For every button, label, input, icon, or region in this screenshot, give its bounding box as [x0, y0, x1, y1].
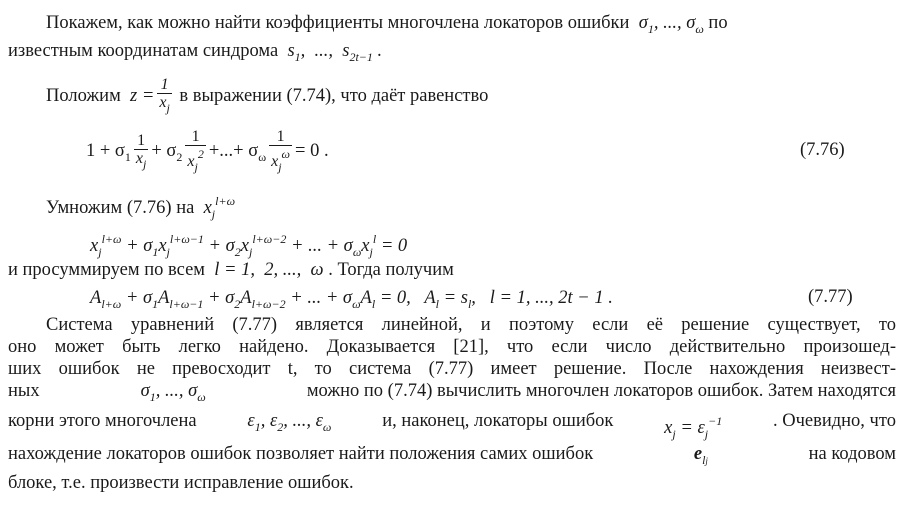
paragraph-line-7: блоке, т.е. произвести исправление ошибок.	[8, 473, 354, 493]
equation-number-7-77: (7.77)	[808, 287, 853, 307]
paragraph-line-4: ных $\sigma_1$, ..., $\sigma_\omega$ можно по (7.74) вычислить многочлен локаторов ошибок. Затем находятся	[8, 381, 896, 404]
equation-7-77: $A_{l+\omega} + \sigma_1A_{l+\omega-1} + \sigma_2A_{l+\omega-2}$ + ... + $\sigma_\omega A_l = 0$, $A_l = s_l$, l = 1, ..., 2t − 1 .	[90, 288, 613, 311]
intro-line-2: известным координатам синдрома $s_1$, ..., $s_{2t-1}$ .	[8, 41, 383, 64]
paragraph-line-2: оно может быть легко найдено. Доказывается [21], что если число действительно произошед-	[8, 337, 896, 357]
equation-number-7-76: (7.76)	[800, 140, 845, 160]
formula-syndrome-range: $s_1$, ..., $s_{2t-1}$ .	[282, 41, 383, 64]
paragraph-line-5: корни этого многочлена $\varepsilon_1$, $\varepsilon_2$, ..., $\varepsilon_\omega$ и, наконец, локаторы ошибок $x_j = \varepsilon_j^{-1}$ . Очевидно, что	[8, 411, 896, 441]
formula-sigma-range: $\sigma_1$, ..., $\sigma_\omega$	[634, 13, 704, 36]
multiplied-equation: $x_j^{l+\omega} + \sigma_1x_j^{l+\omega-1} + \sigma_2x_j^{l+\omega-2}$ + ... + $\sigma_\omega x_j^l = 0$	[90, 232, 408, 259]
multiply-line: Умножим (7.76) на $x_j^{l+\omega}$	[46, 194, 236, 221]
paragraph-line-3: ших ошибок не превосходит t, то система (7.77) имеет решение. После нахождения неизвест-	[8, 359, 896, 379]
paragraph-line-6: нахождение локаторов ошибок позволяет найти положения самих ошибок $e_{lj}$ на кодовом	[8, 444, 896, 467]
equation-7-76: $1 + \sigma_1$ $\frac{1}{x_j}$ + $\sigma_2$ $\frac{1}{x_j^2}$ +...+ $\sigma_\omega$ $\frac{1}{x_j^\omega}$ = 0 .	[86, 128, 329, 174]
formula-z-substitution: z = $\frac{1}{x_j}$	[125, 76, 170, 116]
substitution-line: Положим z = $\frac{1}{x_j}$ в выражении (7.74), что даёт равенство	[46, 76, 489, 116]
paragraph-line-1: Система уравнений (7.77) является линейной, и поэтому если её решение существует, то	[46, 315, 896, 335]
sum-line: и просуммируем по всем l = 1, 2, ..., ω . Тогда получим	[8, 260, 454, 280]
intro-line-1: Покажем, как можно найти коэффициенты многочлена локаторов ошибки $\sigma_1$, ..., $\sigma_\omega$ по	[46, 13, 728, 36]
